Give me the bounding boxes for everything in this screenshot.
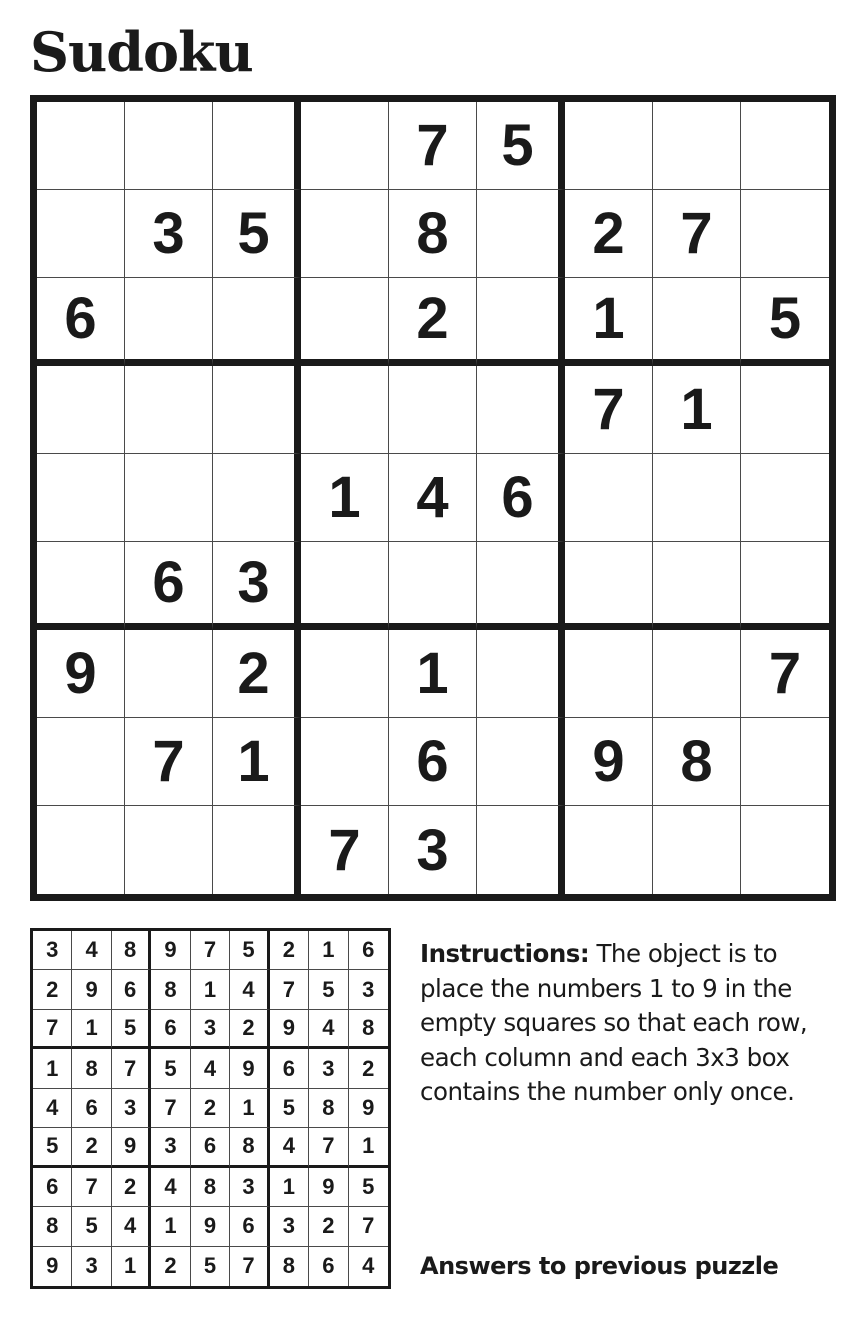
answer-cell-r4-c5: 4 [191, 1049, 230, 1088]
answer-cell-r1-c1: 3 [33, 931, 72, 970]
answer-cell-r6-c5: 6 [191, 1128, 230, 1167]
answer-cell-r8-c6: 6 [230, 1207, 269, 1246]
puzzle-cell-r4-c9[interactable] [741, 366, 829, 454]
puzzle-cell-r3-c8[interactable] [653, 278, 741, 366]
answer-cell-r6-c6: 8 [230, 1128, 269, 1167]
answer-cell-r6-c8: 7 [309, 1128, 348, 1167]
puzzle-cell-r2-c1[interactable] [37, 190, 125, 278]
puzzle-cell-r7-c4[interactable] [301, 630, 389, 718]
answer-cell-r8-c7: 3 [270, 1207, 309, 1246]
answer-cell-r1-c8: 1 [309, 931, 348, 970]
puzzle-cell-r2-c9[interactable] [741, 190, 829, 278]
puzzle-cell-r7-c8[interactable] [653, 630, 741, 718]
puzzle-cell-r2-c7[interactable]: 2 [565, 190, 653, 278]
puzzle-cell-r8-c6[interactable] [477, 718, 565, 806]
answer-cell-r4-c1: 1 [33, 1049, 72, 1088]
answer-cell-r1-c4: 9 [151, 931, 190, 970]
puzzle-cell-r6-c6[interactable] [477, 542, 565, 630]
puzzle-cell-r1-c5[interactable]: 7 [389, 102, 477, 190]
puzzle-cell-r2-c6[interactable] [477, 190, 565, 278]
puzzle-cell-r6-c2[interactable]: 6 [125, 542, 213, 630]
puzzle-cell-r1-c9[interactable] [741, 102, 829, 190]
puzzle-cell-r4-c4[interactable] [301, 366, 389, 454]
answer-cell-r8-c5: 9 [191, 1207, 230, 1246]
answer-cell-r4-c2: 8 [72, 1049, 111, 1088]
puzzle-cell-r6-c4[interactable] [301, 542, 389, 630]
answer-cell-r2-c7: 7 [270, 970, 309, 1009]
answer-cell-r5-c5: 2 [191, 1089, 230, 1128]
answer-cell-r7-c6: 3 [230, 1168, 269, 1207]
puzzle-cell-r5-c6[interactable]: 6 [477, 454, 565, 542]
answer-cell-r3-c3: 5 [112, 1010, 151, 1049]
answer-cell-r9-c1: 9 [33, 1247, 72, 1286]
answer-cell-r4-c8: 3 [309, 1049, 348, 1088]
answer-cell-r5-c8: 8 [309, 1089, 348, 1128]
puzzle-cell-r1-c7[interactable] [565, 102, 653, 190]
puzzle-cell-r8-c4[interactable] [301, 718, 389, 806]
puzzle-cell-r5-c1[interactable] [37, 454, 125, 542]
puzzle-cell-r5-c2[interactable] [125, 454, 213, 542]
answer-cell-r3-c4: 6 [151, 1010, 190, 1049]
puzzle-cell-r7-c2[interactable] [125, 630, 213, 718]
puzzle-cell-r5-c8[interactable] [653, 454, 741, 542]
puzzle-cell-r9-c2[interactable] [125, 806, 213, 894]
page-title: Sudoku [30, 20, 253, 84]
puzzle-cell-r6-c9[interactable] [741, 542, 829, 630]
answer-cell-r5-c2: 6 [72, 1089, 111, 1128]
puzzle-cell-r5-c4[interactable]: 1 [301, 454, 389, 542]
puzzle-cell-r8-c2[interactable]: 7 [125, 718, 213, 806]
answer-cell-r7-c5: 8 [191, 1168, 230, 1207]
puzzle-cell-r3-c1[interactable]: 6 [37, 278, 125, 366]
answer-cell-r8-c9: 7 [349, 1207, 388, 1246]
puzzle-cell-r9-c7[interactable] [565, 806, 653, 894]
answer-cell-r4-c7: 6 [270, 1049, 309, 1088]
answer-cell-r3-c2: 1 [72, 1010, 111, 1049]
puzzle-cell-r6-c3[interactable]: 3 [213, 542, 301, 630]
answer-cell-r3-c6: 2 [230, 1010, 269, 1049]
puzzle-cell-r2-c3[interactable]: 5 [213, 190, 301, 278]
answer-cell-r8-c2: 5 [72, 1207, 111, 1246]
answer-cell-r5-c9: 9 [349, 1089, 388, 1128]
puzzle-cell-r9-c8[interactable] [653, 806, 741, 894]
answer-cell-r2-c2: 9 [72, 970, 111, 1009]
puzzle-cell-r7-c6[interactable] [477, 630, 565, 718]
puzzle-cell-r5-c5[interactable]: 4 [389, 454, 477, 542]
answer-cell-r4-c4: 5 [151, 1049, 190, 1088]
puzzle-cell-r8-c5[interactable]: 6 [389, 718, 477, 806]
puzzle-cell-r2-c4[interactable] [301, 190, 389, 278]
puzzle-cell-r8-c9[interactable] [741, 718, 829, 806]
answer-cell-r6-c2: 2 [72, 1128, 111, 1167]
puzzle-cell-r3-c2[interactable] [125, 278, 213, 366]
puzzle-cell-r4-c1[interactable] [37, 366, 125, 454]
answer-cell-r2-c4: 8 [151, 970, 190, 1009]
answer-cell-r4-c9: 2 [349, 1049, 388, 1088]
answer-cell-r7-c3: 2 [112, 1168, 151, 1207]
puzzle-cell-r2-c8[interactable]: 7 [653, 190, 741, 278]
puzzle-cell-r9-c5[interactable]: 3 [389, 806, 477, 894]
answer-cell-r7-c8: 9 [309, 1168, 348, 1207]
instructions-body: The object is to place the numbers 1 to 9 in the empty squares so that each row, each column and each 3x3 box contains the number only once. [420, 939, 808, 1106]
puzzle-cell-r1-c8[interactable] [653, 102, 741, 190]
puzzle-cell-r7-c3[interactable]: 2 [213, 630, 301, 718]
answer-cell-r2-c1: 2 [33, 970, 72, 1009]
answer-cell-r2-c3: 6 [112, 970, 151, 1009]
answer-cell-r9-c4: 2 [151, 1247, 190, 1286]
answer-cell-r1-c5: 7 [191, 931, 230, 970]
puzzle-cell-r3-c5[interactable]: 2 [389, 278, 477, 366]
puzzle-cell-r5-c7[interactable] [565, 454, 653, 542]
answer-cell-r6-c4: 3 [151, 1128, 190, 1167]
puzzle-cell-r6-c5[interactable] [389, 542, 477, 630]
puzzle-cell-r9-c9[interactable] [741, 806, 829, 894]
answer-cell-r9-c8: 6 [309, 1247, 348, 1286]
puzzle-cell-r4-c2[interactable] [125, 366, 213, 454]
answer-cell-r5-c7: 5 [270, 1089, 309, 1128]
puzzle-cell-r7-c7[interactable] [565, 630, 653, 718]
answer-cell-r8-c1: 8 [33, 1207, 72, 1246]
puzzle-cell-r3-c6[interactable] [477, 278, 565, 366]
answer-cell-r9-c7: 8 [270, 1247, 309, 1286]
instructions-text [420, 937, 840, 1110]
answer-cell-r9-c9: 4 [362, 1253, 375, 1279]
answer-cell-r2-c5: 1 [191, 970, 230, 1009]
puzzle-cell-r4-c8[interactable]: 1 [653, 366, 741, 454]
puzzle-cell-r6-c7[interactable] [565, 542, 653, 630]
previous-answers-grid [30, 928, 391, 1289]
answer-cell-r1-c3: 8 [112, 931, 151, 970]
puzzle-cell-r6-c8[interactable] [653, 542, 741, 630]
answer-cell-r2-c9: 3 [349, 970, 388, 1009]
puzzle-cell-r4-c3[interactable] [213, 366, 301, 454]
answer-cell-r6-c7: 4 [270, 1128, 309, 1167]
puzzle-cell-r1-c4[interactable] [301, 102, 389, 190]
puzzle-cell-r3-c7[interactable]: 1 [565, 278, 653, 366]
answer-cell-r7-c9: 5 [349, 1168, 388, 1207]
puzzle-cell-r3-c3[interactable] [213, 278, 301, 366]
puzzle-cell-r4-c6[interactable] [477, 366, 565, 454]
answer-cell-r1-c2: 4 [72, 931, 111, 970]
puzzle-cell-r9-c1[interactable] [37, 806, 125, 894]
answer-cell-r6-c1: 5 [33, 1128, 72, 1167]
puzzle-cell-r7-c1[interactable]: 9 [37, 630, 125, 718]
answer-cell-r3-c5: 3 [191, 1010, 230, 1049]
answer-cell-r7-c1: 6 [33, 1168, 72, 1207]
puzzle-cell-r9-c6[interactable] [477, 806, 565, 894]
answer-cell-r3-c1: 7 [33, 1010, 72, 1049]
sudoku-puzzle-grid [30, 95, 836, 901]
answer-cell-r9-c2: 3 [72, 1247, 111, 1286]
puzzle-cell-r2-c5[interactable]: 8 [389, 190, 477, 278]
puzzle-cell-r5-c9[interactable] [741, 454, 829, 542]
instructions-lead: Instructions: [420, 939, 590, 968]
puzzle-cell-r9-c3[interactable] [213, 806, 301, 894]
puzzle-cell-r7-c9[interactable]: 7 [741, 630, 829, 718]
answer-cell-r1-c6: 5 [230, 931, 269, 970]
answer-cell-r9-c3: 1 [112, 1247, 151, 1286]
answer-cell-r7-c2: 7 [72, 1168, 111, 1207]
answer-cell-r5-c1: 4 [33, 1089, 72, 1128]
puzzle-cell-r3-c9[interactable]: 5 [741, 278, 829, 366]
answer-cell-r4-c6: 9 [230, 1049, 269, 1088]
puzzle-cell-r8-c7[interactable]: 9 [565, 718, 653, 806]
answer-cell-r1-c9: 6 [349, 931, 388, 970]
answer-cell-r5-c3: 3 [112, 1089, 151, 1128]
puzzle-cell-r8-c3[interactable]: 1 [213, 718, 301, 806]
puzzle-cell-r2-c2[interactable]: 3 [125, 190, 213, 278]
answer-cell-r3-c8: 4 [309, 1010, 348, 1049]
answer-cell-r2-c6: 4 [230, 970, 269, 1009]
puzzle-cell-r1-c6[interactable]: 5 [477, 102, 565, 190]
puzzle-cell-r5-c3[interactable] [213, 454, 301, 542]
answer-cell-r1-c7: 2 [270, 931, 309, 970]
answer-cell-r5-c6: 1 [230, 1089, 269, 1128]
answer-cell-r4-c3: 7 [112, 1049, 151, 1088]
answer-cell-r9-c5: 5 [191, 1247, 230, 1286]
answer-cell-r2-c8: 5 [309, 970, 348, 1009]
answer-cell-r8-c8: 2 [309, 1207, 348, 1246]
puzzle-cell-r9-c4[interactable]: 7 [301, 806, 389, 894]
puzzle-cell-r1-c2[interactable] [125, 102, 213, 190]
answer-cell-r3-c7: 9 [270, 1010, 309, 1049]
answer-cell-r5-c4: 7 [151, 1089, 190, 1128]
puzzle-cell-r7-c5[interactable]: 1 [389, 630, 477, 718]
puzzle-cell-r4-c7[interactable]: 7 [565, 366, 653, 454]
puzzle-cell-r8-c8[interactable]: 8 [653, 718, 741, 806]
answers-caption: Answers to previous puzzle [420, 1252, 779, 1280]
answer-cell-r7-c7: 1 [270, 1168, 309, 1207]
puzzle-cell-r6-c1[interactable] [37, 542, 125, 630]
answer-cell-r3-c9: 8 [349, 1010, 388, 1049]
puzzle-cell-r8-c1[interactable] [37, 718, 125, 806]
answer-cell-r8-c4: 1 [151, 1207, 190, 1246]
answer-cell-r7-c4: 4 [151, 1168, 190, 1207]
puzzle-cell-r1-c1[interactable] [37, 102, 125, 190]
answer-cell-r9-c6: 7 [230, 1247, 269, 1286]
puzzle-cell-r4-c5[interactable] [389, 366, 477, 454]
answer-cell-r6-c9: 1 [349, 1128, 388, 1167]
answer-cell-r8-c3: 4 [112, 1207, 151, 1246]
answer-cell-r6-c3: 9 [112, 1128, 151, 1167]
puzzle-cell-r1-c3[interactable] [213, 102, 301, 190]
puzzle-cell-r3-c4[interactable] [301, 278, 389, 366]
